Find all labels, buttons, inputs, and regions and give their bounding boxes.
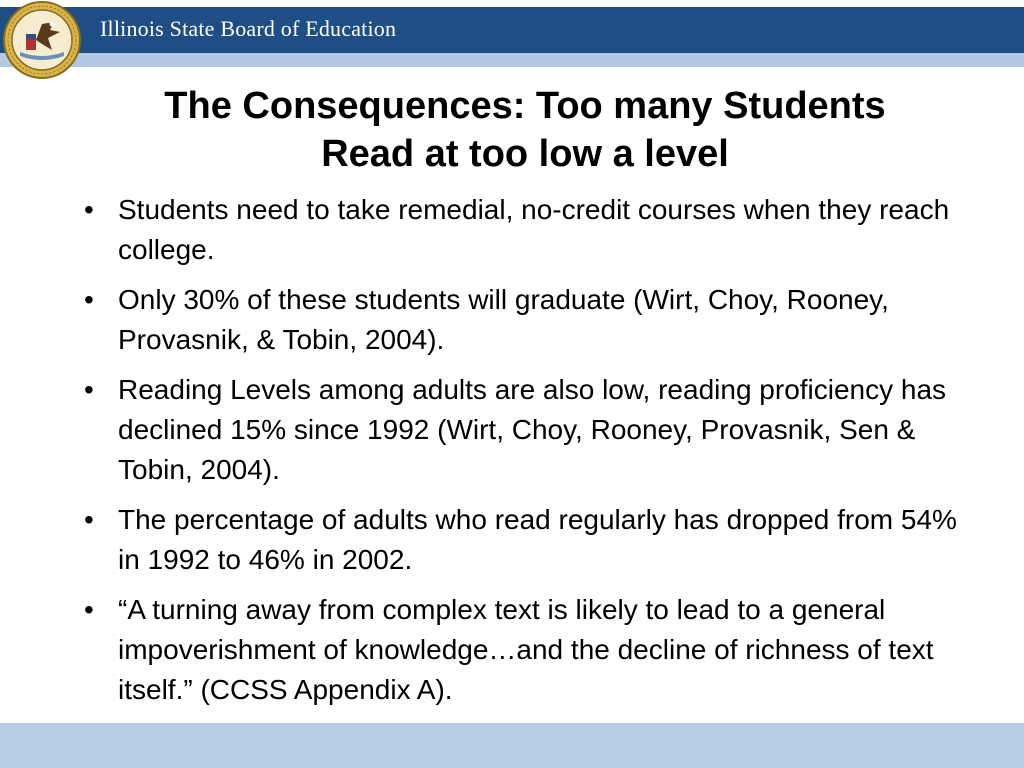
bullet-text: Only 30% of these students will graduate (Wirt, Choy, Rooney, Provasnik, & Tobin, 2004). <box>118 284 889 355</box>
bullet-icon: • <box>84 194 94 225</box>
bullet-icon: • <box>84 284 94 315</box>
bullet-item <box>80 590 980 710</box>
bullet-text: Students need to take remedial, no-credit courses when they reach college. <box>118 194 950 265</box>
bullet-item <box>80 500 980 580</box>
bullet-item <box>80 370 980 490</box>
slide-title-line-2: Read at too low a level <box>321 133 729 175</box>
slide-title <box>60 82 990 178</box>
bullet-list <box>80 190 980 720</box>
bullet-text: Reading Levels among adults are also low, reading proficiency has declined 15% since 1992 (Wirt, Choy, Rooney, Provasnik, Sen & Tobin, 2004). <box>118 374 947 485</box>
bullet-text: “A turning away from complex text is likely to lead to a general impoverishment of knowledge…and the decline of richness of text itself.” (CCSS Appendix A). <box>118 594 934 705</box>
header-stripe <box>0 53 1024 67</box>
bullet-icon: • <box>84 374 94 405</box>
bullet-item <box>80 190 980 270</box>
footer-bar <box>0 723 1024 768</box>
bullet-item <box>80 280 980 360</box>
bullet-icon: • <box>84 504 94 535</box>
slide-title-line-1: The Consequences: Too many Students <box>164 85 886 127</box>
header-title: Illinois State Board of Education <box>100 16 397 41</box>
bullet-icon: • <box>84 594 94 625</box>
bullet-text: The percentage of adults who read regularly has dropped from 54% in 1992 to 46% in 2002. <box>118 504 957 575</box>
state-seal-icon <box>2 0 82 80</box>
